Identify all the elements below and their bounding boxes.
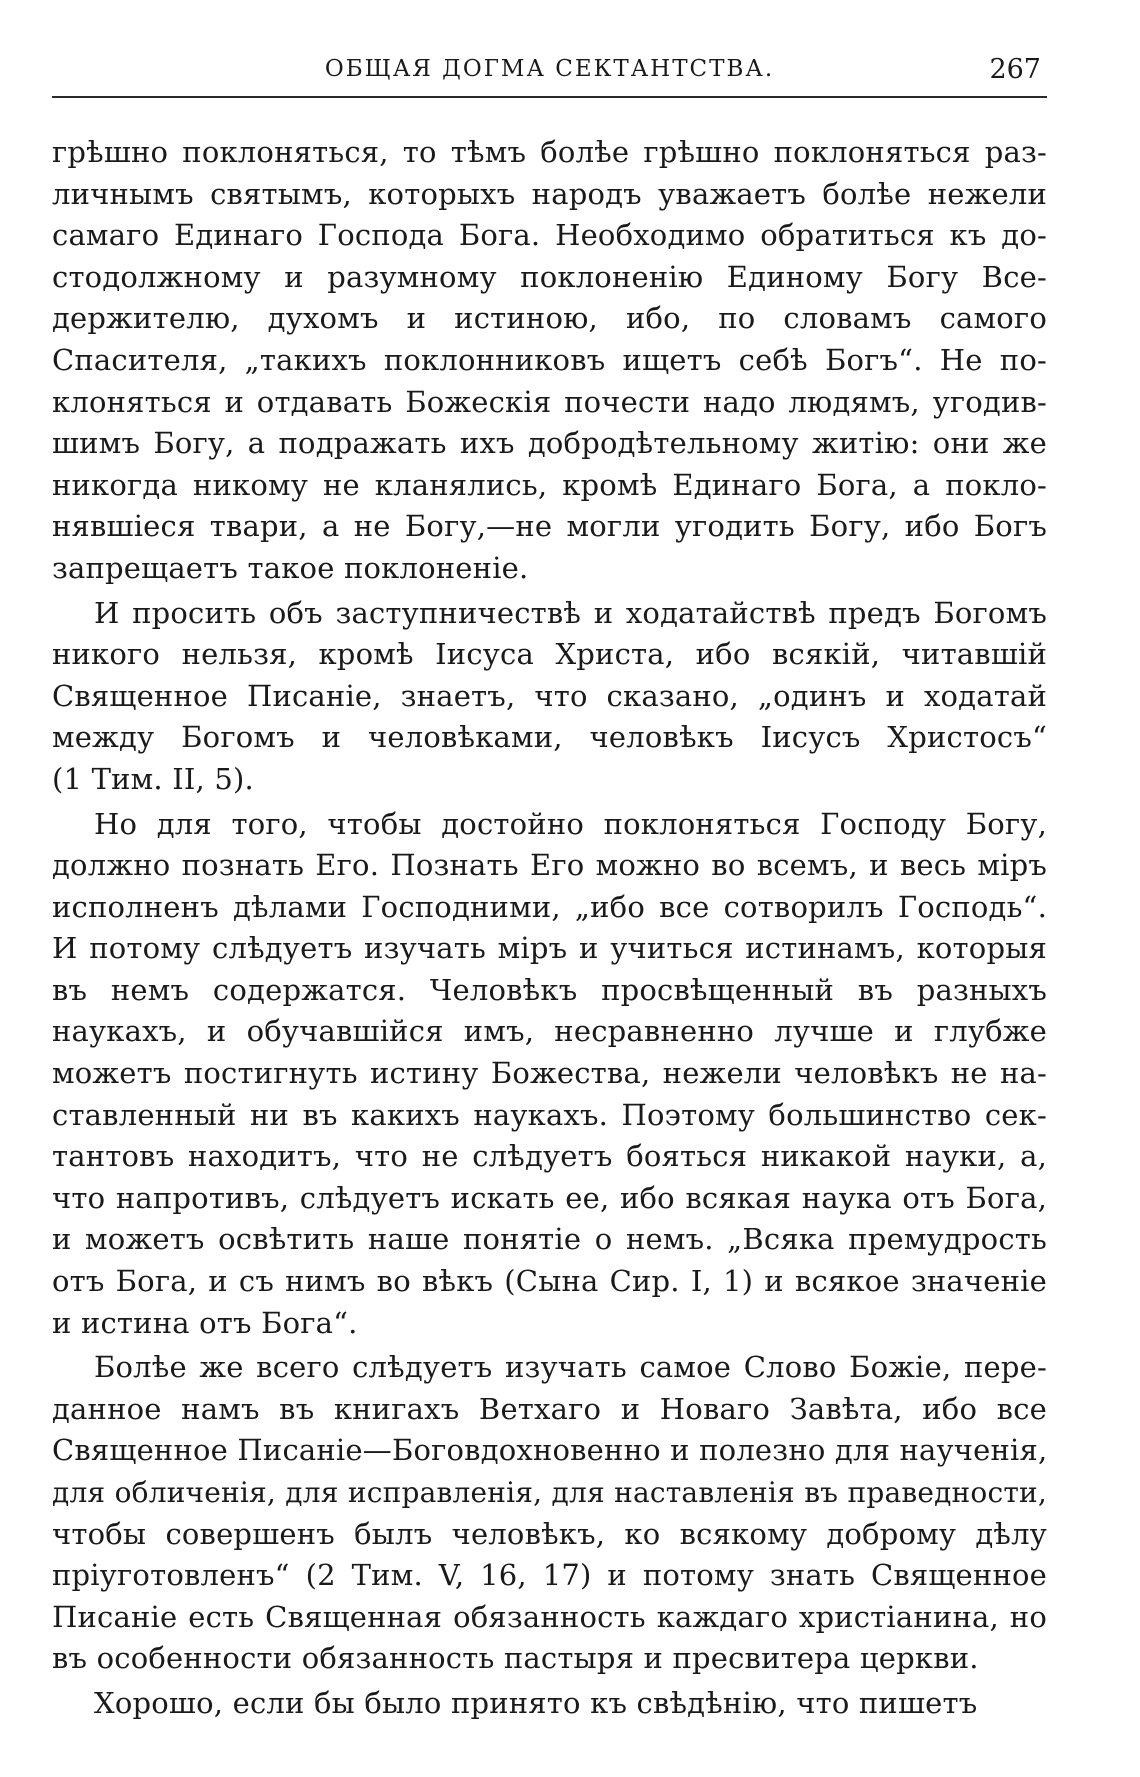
text-line: для обличенія, для исправленія, для наставленія въ праведности,: [52, 1476, 1047, 1509]
running-title: ОБЩАЯ ДОГМА СЕКТАНТСТВА.: [324, 56, 775, 82]
text-line: личнымъ святымъ, которыхъ народъ уважаетъ болѣе нежели: [52, 176, 1047, 211]
paragraph-4: [52, 1347, 1047, 1680]
book-page: [52, 40, 1047, 1725]
text-line: держителю, духомъ и истиною, ибо, по словамъ самого: [52, 301, 1047, 336]
text-line: въ немъ содержатся. Человѣкъ просвѣщенный въ разныхъ: [52, 972, 1047, 1007]
text-line: Писаніе есть Священная обязанность каждаго христіанина, но: [52, 1599, 1047, 1634]
text-line: въ особенности обязанность пастыря и пресвитера церкви.: [52, 1641, 979, 1676]
text-line: и можетъ освѣтить наше понятіе о немъ. „Всяка премудрость: [52, 1222, 1047, 1257]
text-line: стодолжному и разумному поклоненію Единому Богу Все-: [52, 259, 1047, 294]
text-line: самаго Единаго Господа Бога. Необходимо обратиться къ до-: [52, 218, 1047, 253]
text-line: Священное Писаніе, знаетъ, что сказано, „одинъ и ходатай: [52, 678, 1047, 713]
text-line: И потому слѣдуетъ изучать міръ и учиться истинамъ, которыя: [52, 931, 1047, 966]
text-line: должно познать Его. Познать Его можно во всемъ, и весь міръ: [52, 848, 1047, 883]
text-line: что напротивъ, слѣдуетъ искать ее, ибо всякая наука отъ Бога,: [52, 1180, 1047, 1215]
body-text: [52, 132, 1047, 1725]
text-line: тантовъ находитъ, что не слѣдуетъ бояться никакой науки, а,: [52, 1139, 1047, 1174]
text-line: запрещаетъ такое поклоненіе.: [52, 550, 529, 585]
text-line: исполненъ дѣлами Господними, „ибо все сотворилъ Господь“.: [52, 889, 1047, 924]
text-line: (1 Тим. II, 5).: [52, 761, 254, 796]
text-line: чтобы совершенъ былъ человѣкъ, ко всякому доброму дѣлу: [52, 1516, 1047, 1551]
page-number: 267: [989, 54, 1041, 85]
text-line: между Богомъ и человѣками, человѣкъ Іисусъ Христосъ“: [52, 720, 1047, 755]
text-line: Но для того, чтобы достойно поклоняться Господу Богу,: [94, 806, 1047, 841]
text-line: Спасителя, „такихъ поклонниковъ ищетъ себѣ Богъ“. Не по-: [52, 342, 1047, 377]
text-line: можетъ постигнуть истину Божества, нежели человѣкъ не на-: [52, 1056, 1047, 1091]
text-line: Хорошо, если бы было принято къ свѣдѣнію, что пишетъ: [94, 1685, 978, 1720]
text-line: ставленный ни въ какихъ наукахъ. Поэтому большинство сек-: [52, 1097, 1047, 1132]
text-line: пріуготовленъ“ (2 Тим. V, 16, 17) и потому знать Священное: [52, 1558, 1047, 1593]
running-header: [52, 40, 1047, 98]
text-line: отъ Бога, и съ нимъ во вѣкъ (Сына Сир. I, 1) и всякое значеніе: [52, 1264, 1047, 1299]
paragraph-3: [52, 804, 1047, 1345]
text-line: данное намъ въ книгахъ Ветхаго и Новаго Завѣта, ибо все: [52, 1391, 1047, 1426]
paragraph-5: [52, 1683, 1047, 1725]
text-line: Болѣе же всего слѣдуетъ изучать самое Слово Божіе, пере-: [94, 1350, 1047, 1385]
text-line: И просить объ заступничествѣ и ходатайствѣ предъ Богомъ: [94, 595, 1047, 630]
text-line: шимъ Богу, а подражать ихъ добродѣтельному житію: они же: [52, 426, 1047, 461]
text-line: никого нельзя, кромѣ Іисуса Христа, ибо всякій, читавшій: [52, 637, 1047, 672]
paragraph-1: [52, 132, 1047, 590]
paragraph-2: [52, 593, 1047, 801]
text-line: клоняться и отдавать Божескія почести надо людямъ, угодив-: [52, 384, 1047, 419]
text-line: нявшіеся твари, а не Богу,—не могли угодить Богу, ибо Богъ: [52, 509, 1047, 544]
text-line: наукахъ, и обучавшійся имъ, несравненно лучше и глубже: [52, 1014, 1047, 1049]
text-line: никогда никому не кланялись, кромѣ Единаго Бога, а покло-: [52, 467, 1047, 502]
text-line: и истина отъ Бога“.: [52, 1305, 358, 1340]
text-line: грѣшно поклоняться, то тѣмъ болѣе грѣшно поклоняться раз-: [52, 135, 1047, 169]
text-line: Священное Писаніе—Боговдохновенно и полезно для наученія,: [52, 1433, 1048, 1468]
